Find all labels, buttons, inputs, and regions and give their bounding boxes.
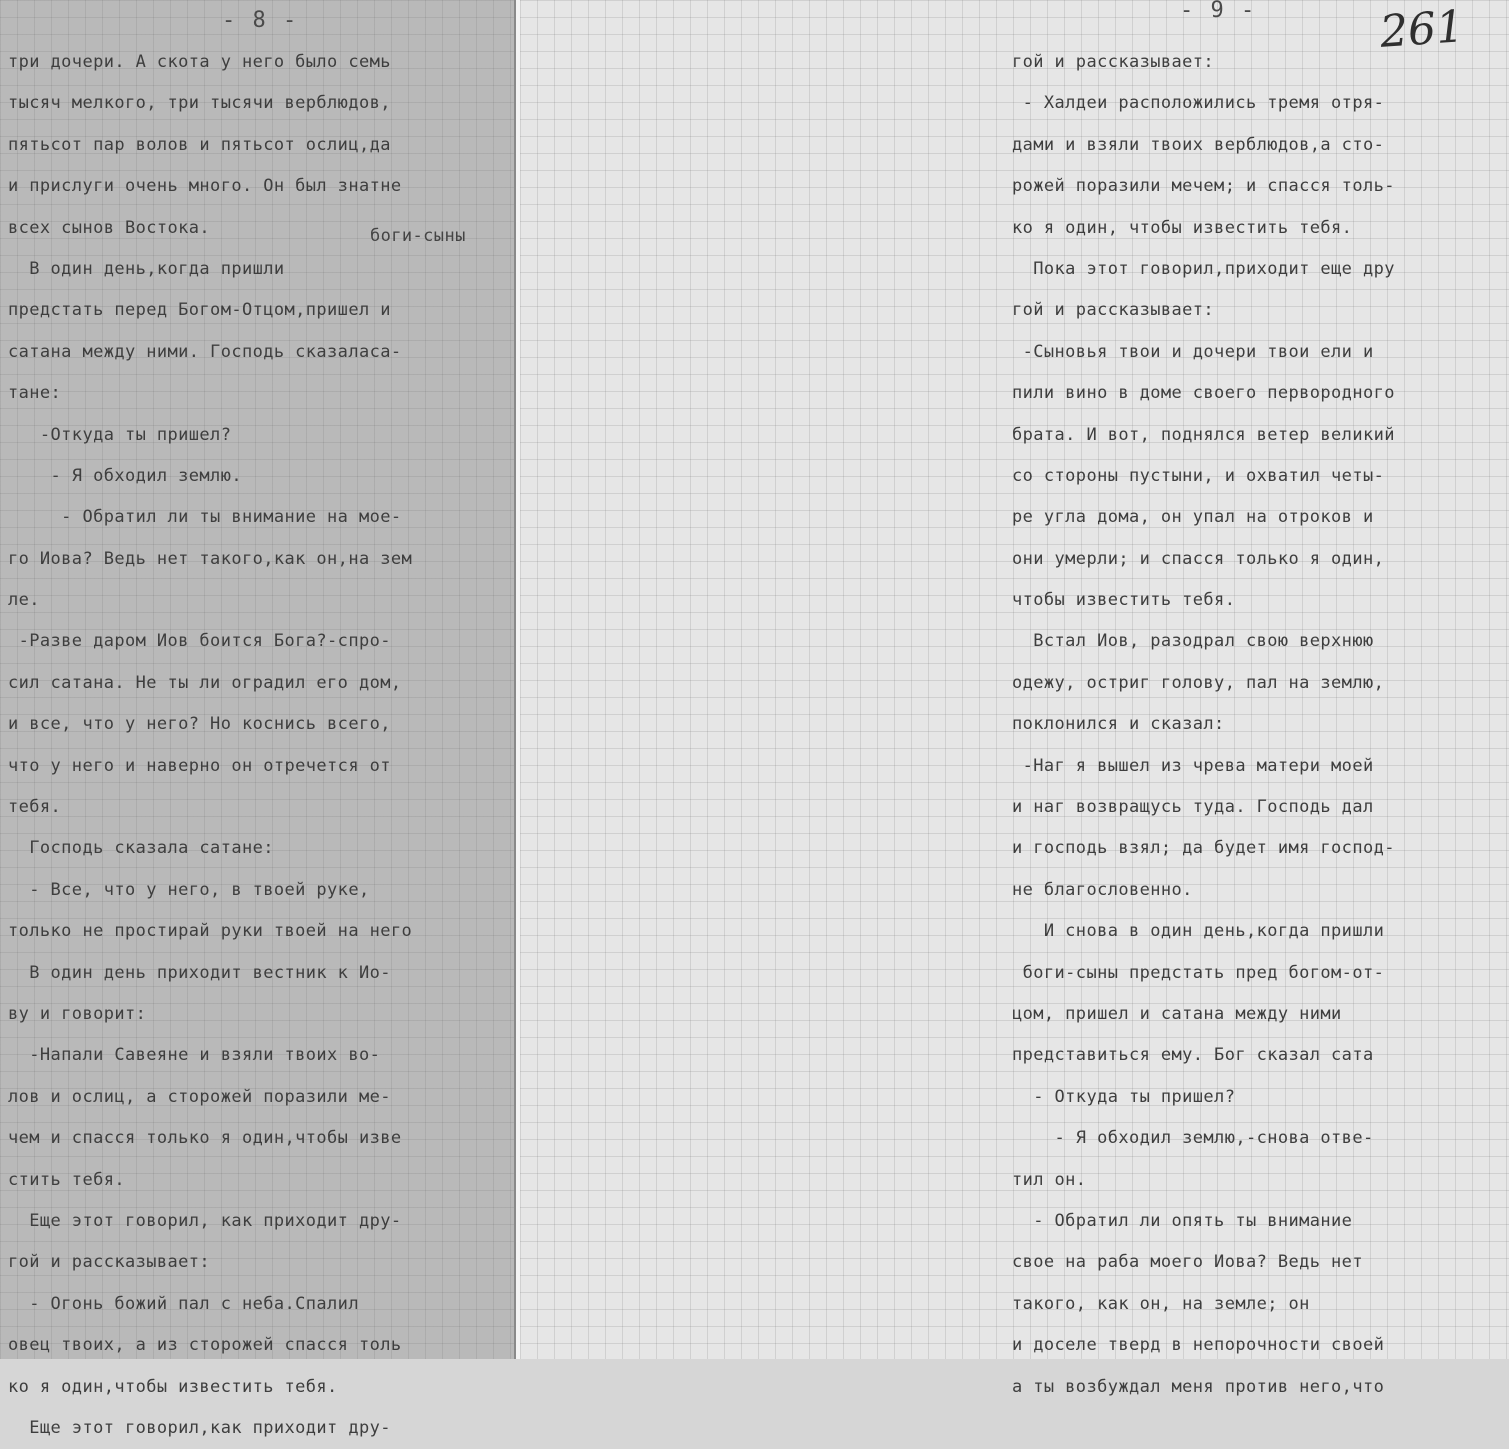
- text-line: не благословенно.: [1012, 879, 1193, 900]
- text-line: они умерли; и спасся только я один,: [1012, 548, 1385, 569]
- text-line: одежу, остриг голову, пал на землю,: [1012, 672, 1385, 693]
- text-line: рожей поразили мечем; и спасся толь-: [1012, 176, 1395, 197]
- text-line: Еще этот говорил,как приходит дру-: [8, 1417, 391, 1438]
- left-page-text: [8, 42, 514, 1449]
- text-line: такого, как он, на земле; он: [1012, 1293, 1310, 1314]
- text-line: Встал Иов, разодрал свою верхнюю: [1012, 631, 1374, 652]
- text-line: - Я обходил землю.: [8, 465, 242, 486]
- text-line: поклонился и сказал:: [1012, 714, 1225, 735]
- page-number-right: - 9 -: [1180, 0, 1257, 23]
- text-line: гой и рассказывает:: [1012, 52, 1215, 72]
- text-line: -Сыновья твои и дочери твои ели и: [1012, 341, 1374, 362]
- text-line: сил сатана. Не ты ли оградил его дом,: [8, 672, 402, 693]
- text-line: ко я один, чтобы известить тебя.: [1012, 217, 1353, 238]
- text-line: и прислуги очень много. Он был знатне: [8, 176, 402, 197]
- text-line: свое на раба моего Иова? Ведь нет: [1012, 1252, 1363, 1273]
- text-line: тебя.: [8, 797, 62, 818]
- text-line: овец твоих, а из сторожей спасся толь: [8, 1335, 402, 1356]
- text-line: ле.: [8, 590, 40, 611]
- text-line: - Обратил ли опять ты внимание: [1012, 1210, 1353, 1231]
- text-line: боги-сыны предстать пред богом-от-: [1012, 962, 1385, 983]
- text-line: ву и говорит:: [8, 1003, 147, 1024]
- text-line: ре угла дома, он упал на отроков и: [1012, 507, 1374, 528]
- text-line: что у него и наверно он отречется от: [8, 755, 391, 776]
- text-line: В один день,когда пришли: [8, 258, 296, 279]
- text-line: - Все, что у него, в твоей руке,: [8, 879, 370, 900]
- text-line: Еще этот говорил, как приходит дру-: [8, 1210, 402, 1231]
- text-line: и доселе тверд в непорочности своей: [1012, 1335, 1385, 1356]
- text-line: тил он.: [1012, 1169, 1087, 1190]
- text-line: И снова в один день,когда пришли: [1012, 921, 1385, 942]
- text-line: представиться ему. Бог сказал сата: [1012, 1045, 1374, 1066]
- text-line: - Я обходил землю,-снова отве-: [1012, 1128, 1374, 1149]
- text-line: стить тебя.: [8, 1169, 125, 1190]
- text-line: -Разве даром Иов боится Бога?-спро-: [8, 631, 391, 652]
- text-line: Пока этот говорил,приходит еще дру: [1012, 258, 1395, 279]
- text-line: предстать перед Богом-Отцом,пришел и: [8, 300, 391, 321]
- text-line: тысяч мелкого, три тысячи верблюдов,: [8, 93, 391, 114]
- text-line: сатана между ними. Господь сказаласа-: [8, 341, 402, 362]
- text-line: В один день приходит вестник к Ио-: [8, 962, 391, 983]
- text-line: ко я один,чтобы известить тебя.: [8, 1376, 338, 1397]
- text-line: три дочери. А скота у него было семь: [8, 52, 391, 72]
- text-line: и наг возвращусь туда. Господь дал: [1012, 797, 1374, 818]
- text-line: го Иова? Ведь нет такого,как он,на зем: [8, 548, 413, 569]
- text-line: - Откуда ты пришел?: [1012, 1086, 1236, 1107]
- archive-folio-number: 261: [1378, 1, 1466, 58]
- text-line: всех сынов Востока.: [8, 217, 211, 238]
- text-line: пили вино в доме своего первородного: [1012, 383, 1395, 404]
- text-line: а ты возбуждал меня против него,что: [1012, 1376, 1385, 1397]
- text-line: -Напали Савеяне и взяли твоих во-: [8, 1045, 381, 1066]
- text-line: чем и спасся только я один,чтобы изве: [8, 1128, 402, 1149]
- text-line: чтобы известить тебя.: [1012, 590, 1236, 611]
- handwritten-insertion: боги-сыны: [370, 226, 466, 246]
- right-page-text: [1012, 42, 1502, 1408]
- text-line: гой и рассказывает:: [1012, 300, 1215, 321]
- text-line: гой и рассказывает:: [8, 1252, 211, 1273]
- text-line: дами и взяли твоих верблюдов,а сто-: [1012, 134, 1385, 155]
- text-line: - Обратил ли ты внимание на мое-: [8, 507, 402, 528]
- text-line: со стороны пустыни, и охватил четы-: [1012, 465, 1385, 486]
- text-line: лов и ослиц, а сторожей поразили ме-: [8, 1086, 391, 1107]
- text-line: цом, пришел и сатана между ними: [1012, 1003, 1342, 1024]
- text-line: брата. И вот, поднялся ветер великий: [1012, 424, 1395, 445]
- text-line: -Наг я вышел из чрева матери моей: [1012, 755, 1374, 776]
- text-line: тане:: [8, 383, 62, 404]
- text-line: пятьсот пар волов и пятьсот ослиц,да: [8, 134, 391, 155]
- text-line: - Халдеи расположились тремя отря-: [1012, 93, 1385, 114]
- text-line: - Огонь божий пал с неба.Спалил: [8, 1293, 359, 1314]
- text-line: только не простирай руки твоей на него: [8, 921, 413, 942]
- page-number-left: - 8 -: [222, 8, 299, 33]
- text-line: -Откуда ты пришел?: [8, 424, 232, 445]
- text-line: и господь взял; да будет имя господ-: [1012, 838, 1395, 859]
- text-line: Господь сказала сатане:: [8, 838, 274, 859]
- text-line: и все, что у него? Но коснись всего,: [8, 714, 391, 735]
